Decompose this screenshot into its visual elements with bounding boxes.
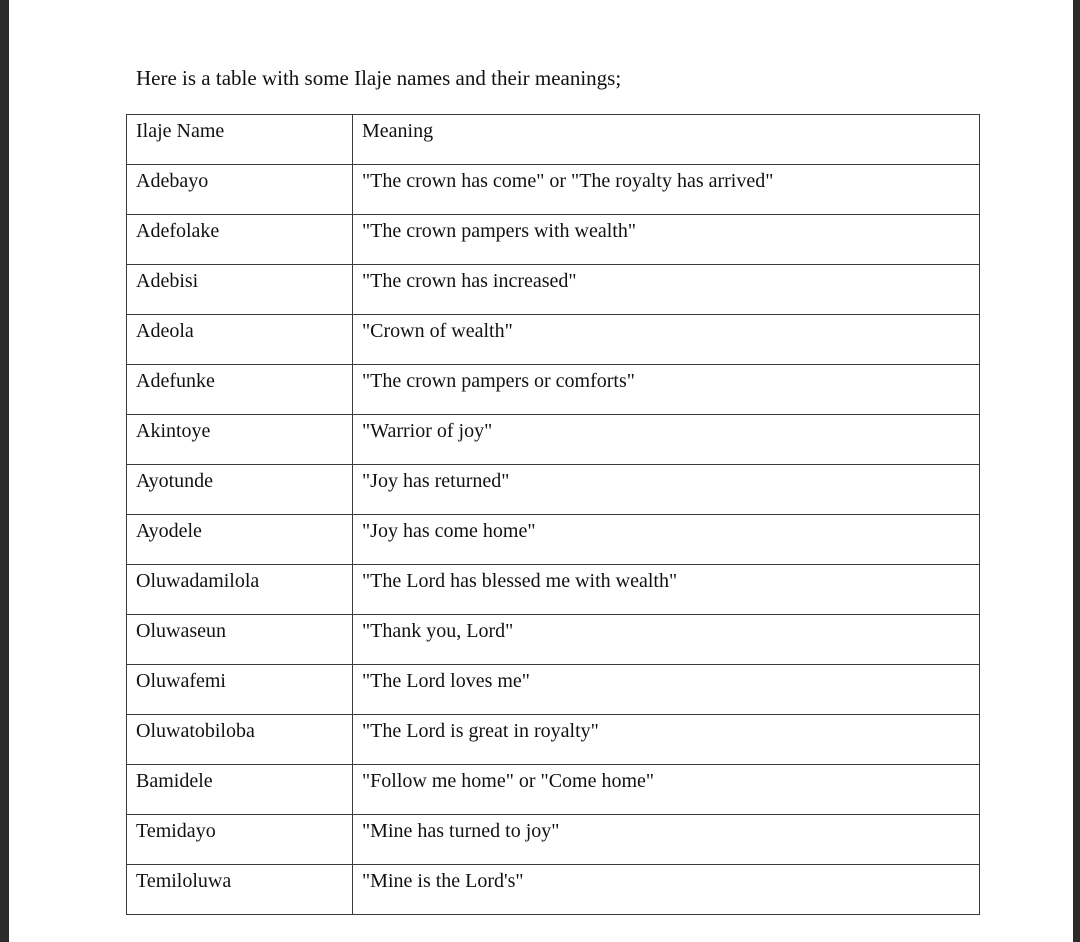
table-row [127,465,980,515]
name-cell: Oluwatobiloba [127,715,353,765]
table-row [127,365,980,415]
table-header-row [127,115,980,165]
meaning-cell: "Thank you, Lord" [353,615,980,665]
name-cell: Oluwadamilola [127,565,353,615]
table-row [127,615,980,665]
table-row [127,815,980,865]
name-cell: Adeola [127,315,353,365]
table-row [127,665,980,715]
meaning-cell: "Crown of wealth" [353,315,980,365]
meaning-cell: "Mine has turned to joy" [353,815,980,865]
meaning-cell: "Mine is the Lord's" [353,865,980,915]
table-row [127,415,980,465]
table-row [127,315,980,365]
name-cell: Oluwaseun [127,615,353,665]
name-cell: Ayotunde [127,465,353,515]
table-row [127,165,980,215]
name-cell: Temidayo [127,815,353,865]
meaning-cell: "The crown has increased" [353,265,980,315]
meaning-cell: "The crown pampers with wealth" [353,215,980,265]
names-table [126,114,980,915]
meaning-cell: "Warrior of joy" [353,415,980,465]
header-cell-name: Ilaje Name [127,115,353,165]
document-page [9,0,1073,942]
table-row [127,265,980,315]
intro-text: Here is a table with some Ilaje names and their meanings; [136,66,622,90]
meaning-cell: "Follow me home" or "Come home" [353,765,980,815]
name-cell: Bamidele [127,765,353,815]
meaning-cell: "The Lord loves me" [353,665,980,715]
table-row [127,215,980,265]
table-row [127,865,980,915]
name-cell: Adebisi [127,265,353,315]
name-cell: Adebayo [127,165,353,215]
meaning-cell: "Joy has come home" [353,515,980,565]
name-cell: Adefolake [127,215,353,265]
name-cell: Temiloluwa [127,865,353,915]
name-cell: Adefunke [127,365,353,415]
name-cell: Akintoye [127,415,353,465]
table-row [127,715,980,765]
table-row [127,765,980,815]
header-cell-meaning: Meaning [353,115,980,165]
meaning-cell: "The crown pampers or comforts" [353,365,980,415]
meaning-cell: "The Lord is great in royalty" [353,715,980,765]
meaning-cell: "The Lord has blessed me with wealth" [353,565,980,615]
meaning-cell: "The crown has come" or "The royalty has arrived" [353,165,980,215]
table-row [127,515,980,565]
name-cell: Oluwafemi [127,665,353,715]
table-row [127,565,980,615]
meaning-cell: "Joy has returned" [353,465,980,515]
name-cell: Ayodele [127,515,353,565]
